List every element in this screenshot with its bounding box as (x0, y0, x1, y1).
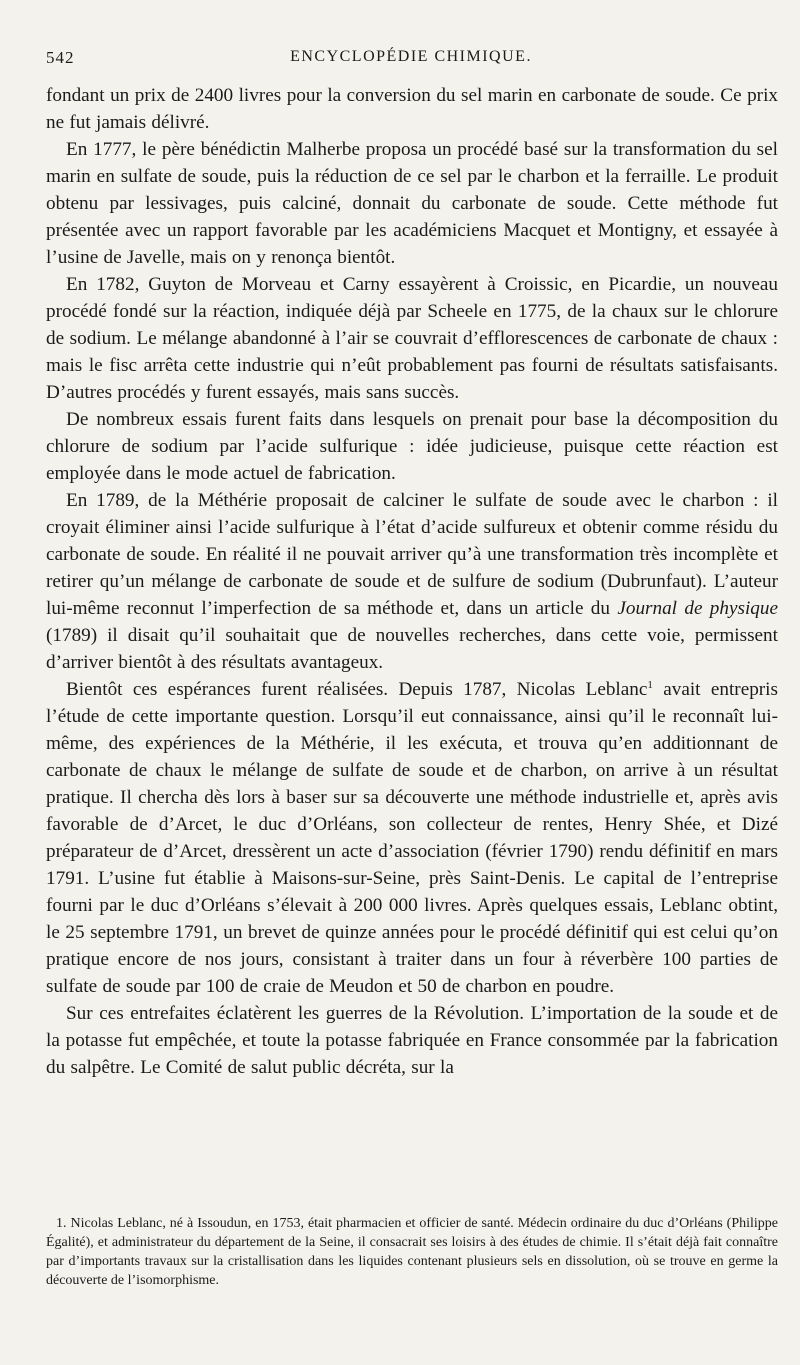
text-segment: Bientôt ces espérances furent réalisées. Depuis 1787, Nicolas Leblanc (66, 679, 648, 700)
text-segment: En 1789, de la Méthérie proposait de calciner le sulfate de soude avec le charbon : il croyait éliminer ainsi l’acide sulfurique à l’état d’acide sulfureux et obtenir comme résidu du carbonate de soude. En réalité il ne pouvait arriver qu’à une transformation très incomplète et retirer qu’un mélange de carbonate de soude et de sulfure de sodium (Dubrunfaut). L’auteur lui-même reconnut l’imperfection de sa méthode et, dans un article du (46, 490, 778, 619)
paragraph (46, 271, 778, 406)
page-header (46, 48, 776, 74)
paragraph (46, 82, 778, 136)
text-segment: De nombreux essais furent faits dans lesquels on prenait pour base la décomposition du chlorure de sodium par l’acide sulfurique : idée judicieuse, puisque cette réaction est employée dans le mode actuel de fabrication. (46, 409, 778, 484)
running-title: ENCYCLOPÉDIE CHIMIQUE. (290, 48, 532, 65)
footnote-marker: 1 (647, 679, 653, 691)
paragraph (46, 1000, 778, 1081)
footnotes (46, 1214, 778, 1290)
page-number: 542 (46, 48, 75, 67)
paragraph (46, 406, 778, 487)
text-segment: fondant un prix de 2400 livres pour la conversion du sel marin en carbonate de soude. Ce prix ne fut jamais délivré. (46, 85, 778, 133)
paragraph (46, 487, 778, 676)
text-segment: Sur ces entrefaites éclatèrent les guerres de la Révolution. L’importation de la soude et de la potasse fut empêchée, et toute la potasse fabriquée en France consommée par la fabrication du salpêtre. Le Comité de salut public décréta, sur la (46, 1003, 778, 1078)
italic-title: Journal de physique (617, 598, 778, 619)
paragraph (46, 676, 778, 1000)
footnote: 1. Nicolas Leblanc, né à Issoudun, en 1753, était pharmacien et officier de santé. Médecin ordinaire du duc d’Orléans (Philippe Égalité), et administrateur du département de la Seine, il consacrait ses loisirs à des études de chimie. Il s’était déjà fait connaître par d’importants travaux sur la cristallisation dans les liquides contenant plusieurs sels en dissolution, où se trouve en germe la découverte de l’isomorphisme. (46, 1216, 778, 1288)
text-segment: (1789) il disait qu’il souhaitait que de nouvelles recherches, dans cette voie, permissent d’arriver bientôt à des résultats avantageux. (46, 625, 778, 673)
text-segment: avait entrepris l’étude de cette importante question. Lorsqu’il eut connaissance, ainsi qu’il le reconnaît lui-même, des expériences de la Méthérie, il les exécuta, et trouva qu’en additionnant de carbonate de chaux le mélange de sulfate de soude et de charbon, on arrive à un résultat pratique. Il chercha dès lors à baser sur sa découverte une méthode industrielle et, après avis favorable de d’Arcet, le duc d’Orléans, son collecteur de rentes, Henry Shée, et Dizé préparateur de d’Arcet, dressèrent un acte d’association (février 1790) rendu définitif en mars 1791. L’usine fut établie à Maisons-sur-Seine, près Saint-Denis. Le capital de l’entreprise fourni par le duc d’Orléans s’élevait à 200 000 livres. Après quelques essais, Leblanc obtint, le 25 septembre 1791, un brevet de quinze années pour le procédé définitif qui est celui qu’on pratique encore de nos jours, consistant à traiter dans un four à réverbère 100 parties de sulfate de soude par 100 de craie de Meudon et 50 de charbon en poudre. (46, 679, 778, 997)
text-segment: En 1782, Guyton de Morveau et Carny essayèrent à Croissic, en Picardie, un nouveau procédé fondé sur la réaction, indiquée déjà par Scheele en 1775, de la chaux sur le chlorure de sodium. Le mélange abandonné à l’air se couvrait d’efflorescences de carbonate de chaux : mais le fisc arrêta cette industrie qui n’eût probablement pas fourni de résultats satisfaisants. D’autres procédés y furent essayés, mais sans succès. (46, 274, 778, 403)
text-segment: En 1777, le père bénédictin Malherbe proposa un procédé basé sur la transformation du sel marin en sulfate de soude, puis la réduction de ce sel par le charbon et la ferraille. Le produit obtenu par lessivages, puis calciné, donnait du carbonate de soude. Cette méthode fut présentée avec un rapport favorable par les académiciens Macquet et Montigny, et essayée à l’usine de Javelle, mais on y renonça bientôt. (46, 139, 778, 268)
paragraph (46, 136, 778, 271)
body-text (46, 82, 778, 1081)
